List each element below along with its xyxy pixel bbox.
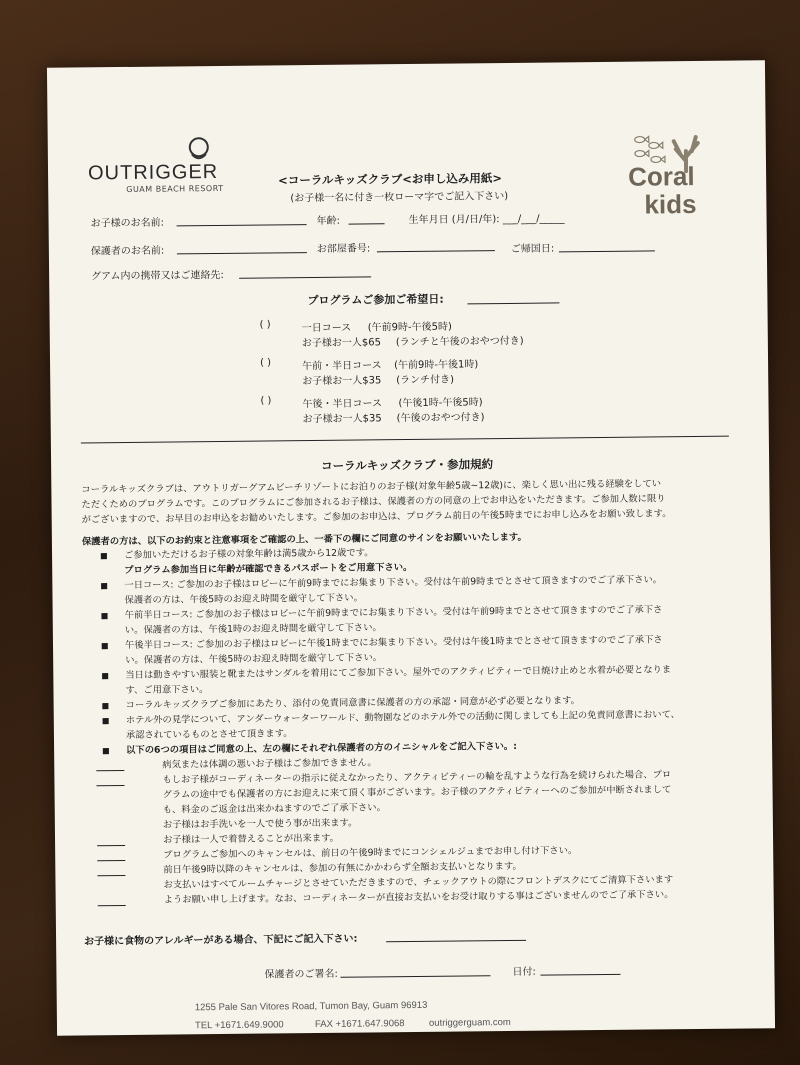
bullet-text: い。保護者の方は、午後1時のお迎え時間を厳守して下さい。 xyxy=(124,622,382,637)
initial-field[interactable] xyxy=(97,875,125,876)
option-time: (午前9時-午後1時) xyxy=(394,359,479,372)
bullet-marker: ■ xyxy=(101,671,109,681)
option-note: (ランチと午後のおやつ付き) xyxy=(395,335,524,349)
contact-label: グアム内の携帯又はご連絡先: xyxy=(91,269,224,283)
bullet-text: 午後半日コース: ご参加のお子様はロビーに午後1時までにお集まり下さい。受付は午後1時までとさせて頂きますのでご了承下さ xyxy=(124,634,663,651)
bullet-text: コーラルキッズクラブご参加にあたり、添付の免責同意書に保護者の方の承認・同意が必ず必要となります。 xyxy=(125,695,581,711)
initial-item: お子様はお手洗いを一人で使う事が出来ます。 xyxy=(162,817,358,831)
age-label: 年齢: xyxy=(316,215,341,227)
initial-item: プログラムご参加へのキャンセルは、前日の午後9時までにコンシェルジュまでお申し付け下さい。 xyxy=(163,845,578,861)
signature-field[interactable] xyxy=(340,975,490,978)
initials-list xyxy=(162,751,754,907)
option-price: お子様お一人$35 xyxy=(302,375,382,388)
option-checkbox[interactable]: ( ) xyxy=(259,357,272,369)
signature-label: 保護者のご署名: xyxy=(264,968,338,981)
option-note: (午後のおやつ付き) xyxy=(396,412,485,425)
initial-field[interactable] xyxy=(98,905,126,906)
bullet-text: 一日コース: ご参加のお子様はロビーに午前9時までにお集まり下さい。受付は午前9時までとさせて頂きますのでご了承下さい。 xyxy=(124,574,663,592)
form-title: <コーラルキッズクラブ<お申し込み用紙> xyxy=(278,171,503,188)
footer-tel: TEL +1671.649.9000 xyxy=(194,1019,284,1032)
intro-line: コーラルキッズクラブは、アウトリガーグアムビーチリゾートにお泊りのお子様(対象年齢5歳~12歳)に、楽しく思い出に残る経験をしてい xyxy=(81,478,662,496)
option-note: (ランチ付き) xyxy=(396,374,455,387)
bullet-text: 承認されているものとさせて頂きます。 xyxy=(125,728,293,741)
allergy-field[interactable] xyxy=(386,940,526,942)
bullet-marker: ■ xyxy=(100,611,109,621)
intro-line: ただくためのプログラムです。このプログラムにご参加されるお子様は、保護者の方の同意の上でお申込をいただきます。ご参加人数に限り xyxy=(81,493,666,511)
bullet-text: 午前半日コース: ご参加のお子様はロビーに午前9時までにお集まり下さい。受付は午前9時までとさせて頂きますのでご了承下さ xyxy=(124,604,663,622)
option-checkbox[interactable]: ( ) xyxy=(259,319,271,331)
initial-field[interactable] xyxy=(97,845,125,846)
initial-item: 病気または体調の悪いお子様はご参加できません。 xyxy=(162,757,377,771)
program-heading: プログラムご参加ご希望日: xyxy=(307,292,444,308)
bullet-text: プログラム参加当日に年齢が確認できるパスポートをご用意下さい。 xyxy=(124,561,413,577)
guardian-name-label: 保護者のお名前: xyxy=(90,245,165,258)
coral-logo-text: Coral xyxy=(627,161,695,192)
bullet-text: い。保護者の方は、午後5時のお迎え時間を厳守して下さい。 xyxy=(125,652,383,666)
application-form-paper xyxy=(47,60,775,1035)
option-price: お子様お一人$35 xyxy=(302,413,382,426)
bullet-text: ご参加いただけるお子様の対象年齢は満5歳から12歳です。 xyxy=(124,547,374,562)
option-name: 午前・半日コース xyxy=(302,360,382,373)
brand-name: OUTRIGGER xyxy=(87,160,219,185)
guardian-name-field[interactable] xyxy=(177,252,307,254)
date-label: 日付: xyxy=(512,966,536,978)
initial-item: お支払いはすべてルームチャージとさせていただきますので、チェックアウトの際にフロントデスクにてご清算下さいます xyxy=(163,874,674,891)
bullet-marker: ■ xyxy=(102,746,110,756)
birthday-label[interactable]: 生年月日 (月/日/年): ___/___/_____ xyxy=(408,213,565,227)
child-name-field[interactable] xyxy=(177,224,307,226)
section-divider xyxy=(81,436,729,444)
bullet-marker: ■ xyxy=(100,581,108,591)
option-time: (午後1時-午後5時) xyxy=(398,397,483,410)
return-date-field[interactable] xyxy=(559,250,655,252)
initial-item: 前日午後9時以降のキャンセルは、参加の有無にかかわらず全額お支払いとなります。 xyxy=(163,860,522,876)
contact-field[interactable] xyxy=(239,276,371,278)
bullet-marker: ■ xyxy=(100,551,108,561)
initial-item: お子様は一人で着替えることが出来ます。 xyxy=(162,832,339,846)
rules-title: コーラルキッズクラブ・参加規約 xyxy=(321,457,494,473)
program-date-field[interactable] xyxy=(467,302,559,304)
bullet-text: 当日は動きやすい服装と靴またはサンダルを着用にてご参加下さい。屋外でのアクティビティーで日焼け止めと水着が必要となりま xyxy=(125,664,672,681)
option-time: (午前9時-午後5時) xyxy=(367,321,452,334)
initial-field[interactable] xyxy=(97,860,125,861)
kids-logo-text: kids xyxy=(644,188,697,220)
guardian-heading: 保護者の方は、以下のお約束と注意事項をご確認の上、一番下の欄にご同意のサインをお願いいたします。 xyxy=(81,531,527,548)
initial-field[interactable] xyxy=(96,785,124,786)
initial-item: もしお子様がコーディネーターの指示に従えなかったり、アクティビティーの輪を乱すような行為を続けられた場合、プロ xyxy=(162,769,672,786)
intro-line: がございますので、お早目のお申込をお勧めいたします。ご参加のお申込は、プログラム前日の午後5時までにお申し込みをお願い致します。 xyxy=(81,508,672,526)
room-number-label: お部屋番号: xyxy=(316,243,371,255)
outrigger-logo-icon xyxy=(188,136,210,162)
room-number-field[interactable] xyxy=(377,250,495,252)
bullet-text: 以下の6つの項目はご同意の上、左の欄にそれぞれ保護者の方のイニシャルをご記入下さい。: xyxy=(126,740,517,756)
footer-website[interactable]: outriggerguam.com xyxy=(428,1016,511,1029)
option-name: 午後・半日コース xyxy=(302,398,383,411)
age-field[interactable] xyxy=(349,223,385,224)
bullet-marker: ■ xyxy=(101,716,110,726)
bullet-text: す、ご用意下さい。 xyxy=(125,684,209,696)
rules-intro xyxy=(81,476,741,528)
option-name: 一日コース xyxy=(301,322,352,335)
brand-subtitle: GUAM BEACH RESORT xyxy=(126,183,224,194)
form-subtitle: (お子様一名に付き一枚ローマ字でご記入下さい) xyxy=(290,190,509,205)
child-name-label: お子様のお名前: xyxy=(90,217,165,230)
footer-address: 1255 Pale San Vitores Road, Tumon Bay, Guam 96913 xyxy=(194,999,428,1014)
bullet-text: ホテル外の見学について、アンダーウォーターワールド、動物園などのホテル外での活動に関しましても上記の免責同意書において、 xyxy=(125,709,681,726)
return-date-label: ご帰国日: xyxy=(510,243,555,255)
initial-field[interactable] xyxy=(96,770,124,771)
bullet-marker: ■ xyxy=(100,641,109,651)
footer-fax: FAX +1671.647.9068 xyxy=(314,1018,405,1031)
option-checkbox[interactable]: ( ) xyxy=(260,395,272,407)
option-price: お子様お一人$65 xyxy=(301,337,382,350)
bullet-text: 保護者の方は、午後5時のお迎え時間を厳守して下さい。 xyxy=(124,592,363,607)
initial-item: グラムの途中でも保護者の方にお迎えに来て頂く事がございます。お子様のアクティビティーへのご参加が中断されまして xyxy=(162,784,672,801)
initial-item: ようお願い申し上げます。なお、コーディネーターが直接お支払いをお受け取りする事はございませんのでご了承下さい。 xyxy=(163,889,674,906)
rules-bullets xyxy=(124,542,746,758)
allergy-label: お子様に食物のアレルギーがある場合、下記にご記入下さい: xyxy=(84,933,358,948)
date-field[interactable] xyxy=(540,974,620,976)
initial-item: も、料金のご返金は出来かねますのでご了承下さい。 xyxy=(162,802,386,816)
bullet-marker: ■ xyxy=(101,701,110,711)
